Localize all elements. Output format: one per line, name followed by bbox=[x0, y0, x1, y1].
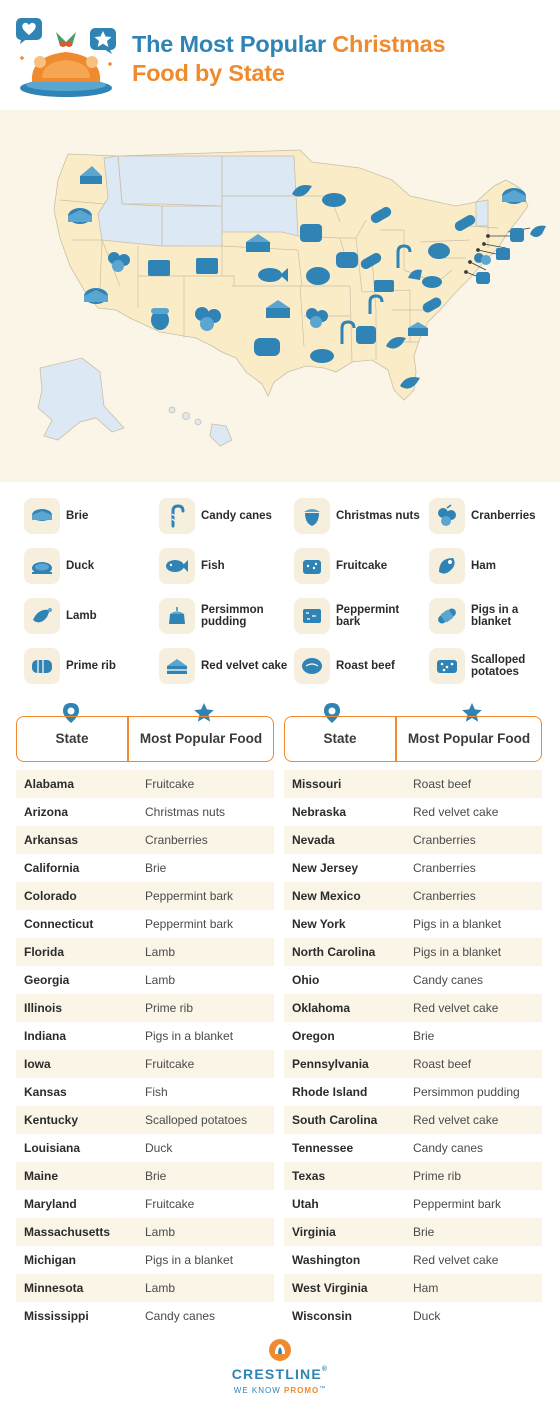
legend-item bbox=[429, 496, 559, 536]
legend-label: Duck bbox=[66, 560, 95, 572]
legend-label: Lamb bbox=[66, 610, 97, 622]
state-name: Utah bbox=[292, 1197, 319, 1211]
state-name: Oklahoma bbox=[292, 1001, 351, 1015]
state-name: Arizona bbox=[24, 805, 69, 819]
state-name: Wisconsin bbox=[292, 1309, 352, 1323]
food-name: Fruitcake bbox=[145, 1197, 195, 1211]
prime-rib-icon bbox=[24, 648, 60, 684]
south-dakota-shape bbox=[222, 196, 298, 236]
food-name: Fruitcake bbox=[145, 1057, 195, 1071]
state-name: Connecticut bbox=[24, 917, 94, 931]
table-header bbox=[284, 716, 542, 762]
food-name: Lamb bbox=[145, 945, 176, 959]
map-icon-kentucky-potatoes bbox=[374, 280, 394, 292]
food-name: Candy canes bbox=[145, 1309, 216, 1323]
state-name: California bbox=[24, 861, 80, 875]
vermont-shape bbox=[476, 200, 488, 226]
table-row bbox=[16, 1106, 274, 1134]
map-icon-connecticut-bark bbox=[496, 248, 510, 260]
food-name: Brie bbox=[145, 861, 167, 875]
table-row bbox=[284, 882, 542, 910]
food-name: Cranberries bbox=[413, 889, 476, 903]
state-name: Pennsylvania bbox=[292, 1057, 369, 1071]
table-row bbox=[16, 966, 274, 994]
table-row bbox=[16, 1274, 274, 1302]
food-name: Pigs in a blanket bbox=[145, 1029, 234, 1043]
state-name: North Carolina bbox=[292, 945, 376, 959]
legend-item bbox=[24, 546, 154, 586]
map-icon-rhode-island-pudding bbox=[510, 228, 524, 242]
pudding-icon bbox=[159, 598, 195, 634]
us-map bbox=[0, 110, 560, 482]
table-row bbox=[16, 1022, 274, 1050]
food-name: Roast beef bbox=[413, 1057, 472, 1071]
scalloped-potatoes-icon bbox=[429, 648, 465, 684]
table-row bbox=[16, 826, 274, 854]
table-row bbox=[284, 1106, 542, 1134]
table-row bbox=[284, 770, 542, 798]
fish-icon bbox=[159, 548, 195, 584]
legend-item bbox=[294, 546, 424, 586]
map-icon-california-brie bbox=[84, 288, 108, 304]
food-name: Pigs in a blanket bbox=[145, 1253, 234, 1267]
food-name: Persimmon pudding bbox=[413, 1085, 520, 1099]
wyoming-shape bbox=[162, 206, 222, 246]
food-name: Cranberries bbox=[413, 833, 476, 847]
cranberries-icon bbox=[429, 498, 465, 534]
table-row bbox=[284, 1274, 542, 1302]
lamb-icon bbox=[24, 598, 60, 634]
column-header-food: Most Popular Food bbox=[139, 731, 263, 746]
food-name: Red velvet cake bbox=[413, 805, 499, 819]
legend-label: Roast beef bbox=[336, 660, 395, 672]
food-name: Prime rib bbox=[413, 1169, 462, 1183]
legend-item bbox=[159, 596, 289, 636]
fruitcake-icon bbox=[294, 548, 330, 584]
state-name: Arkansas bbox=[24, 833, 79, 847]
table-row bbox=[16, 1050, 274, 1078]
food-name: Peppermint bark bbox=[145, 889, 234, 903]
north-dakota-shape bbox=[222, 156, 296, 196]
table-row bbox=[16, 1134, 274, 1162]
map-icon-utah-bark bbox=[148, 260, 170, 276]
legend-label: Candy canes bbox=[201, 510, 272, 522]
legend-item bbox=[429, 546, 559, 586]
state-name: Missouri bbox=[292, 777, 342, 791]
state-name: Louisiana bbox=[24, 1141, 81, 1155]
state-name: Oregon bbox=[292, 1029, 335, 1043]
food-name: Duck bbox=[145, 1141, 173, 1155]
state-name: Florida bbox=[24, 945, 65, 959]
legend-label: Fish bbox=[201, 560, 225, 572]
nut-icon bbox=[294, 498, 330, 534]
food-name: Candy canes bbox=[413, 1141, 484, 1155]
column-header-state: State bbox=[323, 731, 357, 746]
food-name: Prime rib bbox=[145, 1001, 194, 1015]
table-row bbox=[284, 910, 542, 938]
cake-icon bbox=[159, 648, 195, 684]
table-row bbox=[16, 1078, 274, 1106]
legend-label: Brie bbox=[66, 510, 89, 522]
table-row bbox=[284, 938, 542, 966]
state-name: Maryland bbox=[24, 1197, 77, 1211]
table-row bbox=[284, 1218, 542, 1246]
map-icon-louisiana-duck bbox=[310, 349, 334, 363]
peppermint-bark-icon bbox=[294, 598, 330, 634]
state-name: Massachusetts bbox=[24, 1225, 111, 1239]
table-row bbox=[16, 1246, 274, 1274]
brand-tagline: WE KNOW PROMO™ bbox=[233, 1386, 327, 1395]
table-row bbox=[16, 798, 274, 826]
map-icon-texas-prime-rib bbox=[254, 338, 280, 356]
legend-label: Persimmon pudding bbox=[201, 604, 264, 628]
state-name: Virginia bbox=[292, 1225, 336, 1239]
legend-label: Cranberries bbox=[471, 510, 536, 522]
food-name: Pigs in a blanket bbox=[413, 917, 502, 931]
candy-cane-icon bbox=[159, 498, 195, 534]
state-name: West Virginia bbox=[292, 1281, 368, 1295]
state-name: South Carolina bbox=[292, 1113, 378, 1127]
map-icon-colorado-bark bbox=[196, 258, 218, 274]
food-name: Red velvet cake bbox=[413, 1001, 499, 1015]
state-name: Alabama bbox=[24, 777, 75, 791]
state-name: Washington bbox=[292, 1253, 361, 1267]
food-name: Peppermint bark bbox=[145, 917, 234, 931]
food-name: Brie bbox=[413, 1225, 435, 1239]
legend-label: Pigs in a blanket bbox=[471, 604, 519, 628]
legend-label: Scalloped potatoes bbox=[471, 654, 526, 678]
crestline-logo-icon bbox=[268, 1338, 292, 1362]
food-name: Lamb bbox=[145, 1281, 176, 1295]
table-row bbox=[16, 910, 274, 938]
legend-label: Red velvet cake bbox=[201, 660, 288, 672]
table-row bbox=[284, 1190, 542, 1218]
food-name: Brie bbox=[413, 1029, 435, 1043]
table-row bbox=[16, 938, 274, 966]
food-name: Red velvet cake bbox=[413, 1113, 499, 1127]
table-row bbox=[284, 1050, 542, 1078]
table-row bbox=[284, 1078, 542, 1106]
table-row bbox=[284, 1134, 542, 1162]
duck-icon bbox=[24, 548, 60, 584]
table-row bbox=[16, 882, 274, 910]
food-name: Lamb bbox=[145, 973, 176, 987]
hawaii-shape bbox=[169, 407, 232, 446]
food-name: Cranberries bbox=[145, 833, 208, 847]
table-row bbox=[16, 1218, 274, 1246]
legend-label: Prime rib bbox=[66, 660, 116, 672]
table-row bbox=[284, 854, 542, 882]
food-name: Scalloped potatoes bbox=[145, 1113, 248, 1127]
state-name: Georgia bbox=[24, 973, 70, 987]
table-row bbox=[16, 1162, 274, 1190]
state-name: Colorado bbox=[24, 889, 77, 903]
state-name: Michigan bbox=[24, 1253, 77, 1267]
state-name: Mississippi bbox=[24, 1309, 89, 1323]
legend-item bbox=[429, 646, 559, 686]
map-icon-maryland-fruitcake bbox=[476, 272, 490, 284]
state-name: Tennessee bbox=[292, 1141, 354, 1155]
legend-item bbox=[429, 596, 559, 636]
table-row bbox=[16, 1302, 274, 1330]
state-name: Indiana bbox=[24, 1029, 67, 1043]
roast-beef-icon bbox=[294, 648, 330, 684]
food-name: Fruitcake bbox=[145, 777, 195, 791]
map-icon-maine-brie bbox=[502, 188, 526, 204]
food-name: Lamb bbox=[145, 1225, 176, 1239]
legend-label: Ham bbox=[471, 560, 496, 572]
christmas-dinner-illustration bbox=[12, 12, 120, 102]
table-rows bbox=[16, 770, 274, 1330]
legend-item bbox=[24, 596, 154, 636]
legend bbox=[24, 496, 550, 692]
map-icon-virginia-brie bbox=[422, 276, 442, 288]
table-row bbox=[16, 854, 274, 882]
legend-item bbox=[294, 596, 424, 636]
legend-item bbox=[159, 496, 289, 536]
legend-item bbox=[159, 646, 289, 686]
food-name: Red velvet cake bbox=[413, 1253, 499, 1267]
food-name: Brie bbox=[145, 1169, 167, 1183]
legend-item bbox=[159, 546, 289, 586]
table-row bbox=[16, 770, 274, 798]
state-name: New Mexico bbox=[292, 889, 361, 903]
pigs-in-blanket-icon bbox=[429, 598, 465, 634]
legend-item bbox=[294, 646, 424, 686]
state-name: New Jersey bbox=[292, 861, 359, 875]
alaska-shape bbox=[38, 358, 124, 440]
state-name: Texas bbox=[292, 1169, 326, 1183]
map-icon-iowa-fruitcake bbox=[300, 224, 322, 242]
legend-label: Christmas nuts bbox=[336, 510, 420, 522]
header bbox=[0, 0, 560, 110]
us-map-panel bbox=[0, 110, 560, 482]
state-name: Nebraska bbox=[292, 805, 347, 819]
food-name: Duck bbox=[413, 1309, 441, 1323]
map-icon-oregon-brie bbox=[68, 208, 92, 224]
legend-item bbox=[24, 646, 154, 686]
food-name: Ham bbox=[413, 1281, 439, 1295]
state-name: Iowa bbox=[24, 1057, 51, 1071]
food-name: Pigs in a blanket bbox=[413, 945, 502, 959]
legend-item bbox=[294, 496, 424, 536]
table-row bbox=[284, 1246, 542, 1274]
food-name: Candy canes bbox=[413, 973, 484, 987]
montana-shape bbox=[118, 156, 222, 206]
map-icon-missouri-roast-beef bbox=[306, 267, 330, 285]
legend-label: Fruitcake bbox=[336, 560, 388, 572]
map-icon-pennsylvania-roast-beef bbox=[428, 243, 450, 259]
state-name: Kentucky bbox=[24, 1113, 79, 1127]
column-header-food: Most Popular Food bbox=[407, 731, 531, 746]
map-icon-alabama-fruitcake bbox=[356, 326, 376, 344]
food-name: Peppermint bark bbox=[413, 1197, 502, 1211]
state-name: Ohio bbox=[292, 973, 320, 987]
state-name: Nevada bbox=[292, 833, 335, 847]
table-row bbox=[284, 966, 542, 994]
footer bbox=[0, 1336, 560, 1416]
table-row bbox=[284, 798, 542, 826]
table-rows bbox=[284, 770, 542, 1330]
map-icon-wisconsin-duck bbox=[322, 193, 346, 207]
legend-item bbox=[24, 496, 154, 536]
state-name: New York bbox=[292, 917, 346, 931]
page-title: The Most Popular Christmas Food by State bbox=[132, 31, 446, 86]
food-name: Cranberries bbox=[413, 861, 476, 875]
ham-icon bbox=[429, 548, 465, 584]
brand-name: CRESTLINE® bbox=[231, 1366, 329, 1382]
table-row bbox=[16, 1190, 274, 1218]
map-icon-arizona-nut bbox=[151, 308, 169, 330]
table-row bbox=[16, 994, 274, 1022]
table-row bbox=[284, 826, 542, 854]
table-row bbox=[284, 994, 542, 1022]
table-row bbox=[284, 1302, 542, 1330]
table-row bbox=[284, 1162, 542, 1190]
legend-label: Peppermint bark bbox=[336, 604, 400, 628]
table-row bbox=[284, 1022, 542, 1050]
state-name: Maine bbox=[24, 1169, 59, 1183]
food-name: Fish bbox=[145, 1085, 168, 1099]
map-icon-massachusetts-lamb bbox=[530, 226, 546, 237]
state-name: Minnesota bbox=[24, 1281, 84, 1295]
food-name: Roast beef bbox=[413, 777, 472, 791]
state-name: Illinois bbox=[24, 1001, 63, 1015]
state-name: Kansas bbox=[24, 1085, 67, 1099]
brie-icon bbox=[24, 498, 60, 534]
table-header bbox=[16, 716, 274, 762]
map-icon-illinois-prime-rib bbox=[336, 252, 358, 268]
column-header-state: State bbox=[55, 731, 89, 746]
food-name: Christmas nuts bbox=[145, 805, 226, 819]
state-name: Rhode Island bbox=[292, 1085, 368, 1099]
